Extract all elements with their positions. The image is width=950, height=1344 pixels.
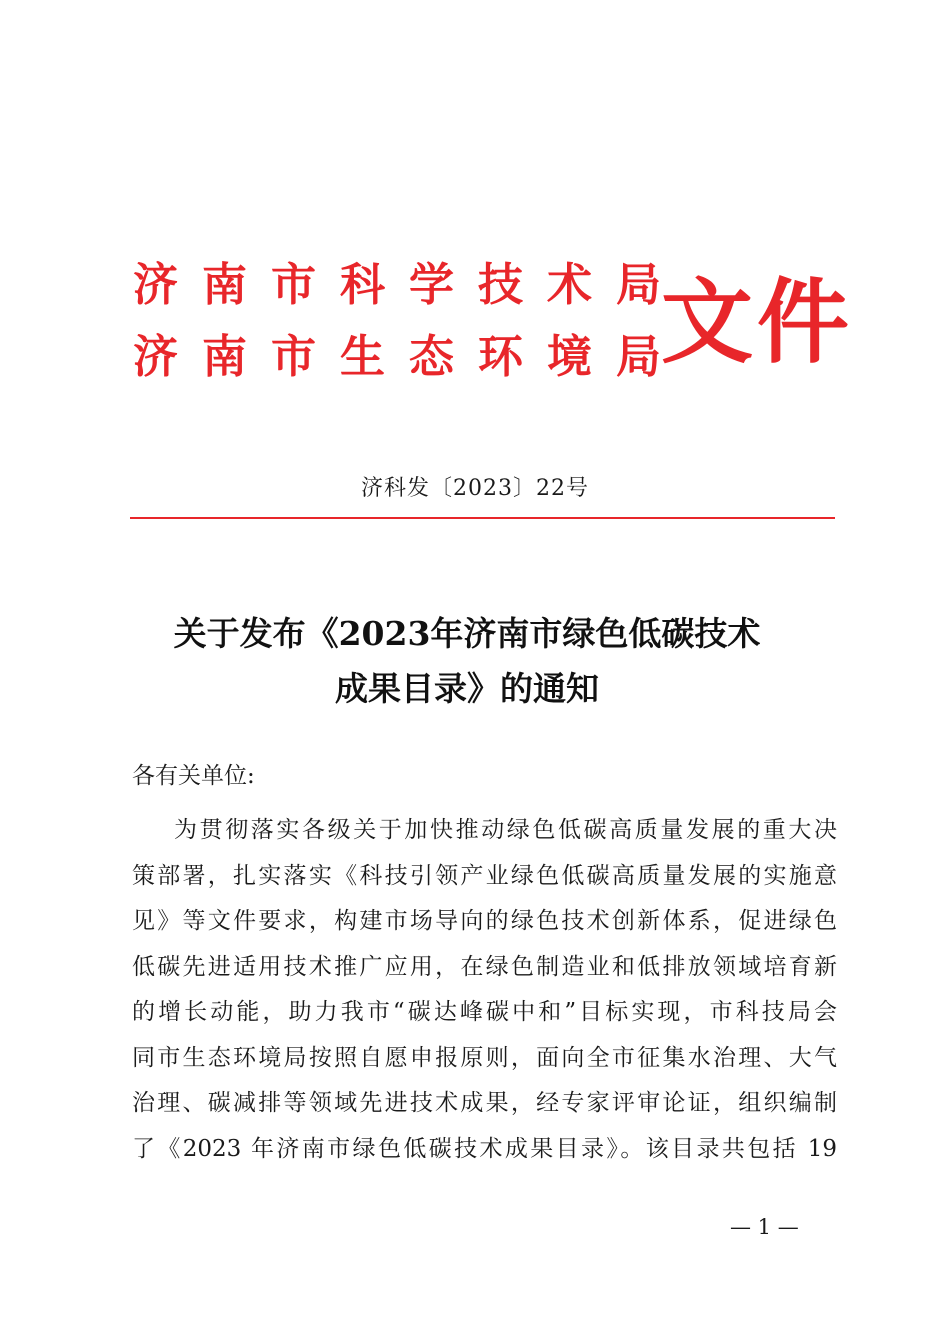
body-paragraph bbox=[132, 808, 837, 1172]
body-line: 了《2023 年济南市绿色低碳技术成果目录》。该目录共包括 19 bbox=[132, 1135, 837, 1162]
body-line: 治理、碳减排等领域先进技术成果，经专家评审论证，组织编制 bbox=[132, 1090, 837, 1116]
body-line: 策部署，扎实落实《科技引领产业绿色低碳高质量发展的实施意 bbox=[132, 862, 837, 889]
body-line: 的增长动能，助力我市“碳达峰碳中和”目标实现，市科技局会 bbox=[132, 999, 837, 1025]
title-line-1: 关于发布《2023年济南市绿色低碳技术 bbox=[173, 614, 761, 653]
page-number: — 1 — bbox=[730, 1215, 799, 1239]
issuer-line-2: 济南市生态环境局 bbox=[133, 330, 686, 383]
body-line: 为贯彻落实各级关于加快推动绿色低碳高质量发展的重大决 bbox=[174, 817, 837, 843]
red-divider bbox=[130, 517, 835, 519]
body-line: 见》等文件要求，构建市场导向的绿色技术创新体系，促进绿色 bbox=[132, 908, 837, 934]
title-line-2: 成果目录》的通知 bbox=[335, 669, 599, 708]
salutation: 各有关单位: bbox=[132, 763, 255, 789]
body-line: 低碳先进适用技术推广应用，在绿色制造业和低排放领域培育新 bbox=[132, 953, 837, 980]
document-header bbox=[133, 255, 854, 395]
document-number: 济科发〔2023〕22号 bbox=[361, 476, 589, 501]
document-word: 文件 bbox=[661, 268, 854, 376]
body-line: 同市生态环境局按照自愿申报原则，面向全市征集水治理、大气 bbox=[132, 1044, 837, 1071]
issuer-line-1: 济南市科学技术局 bbox=[133, 258, 686, 311]
